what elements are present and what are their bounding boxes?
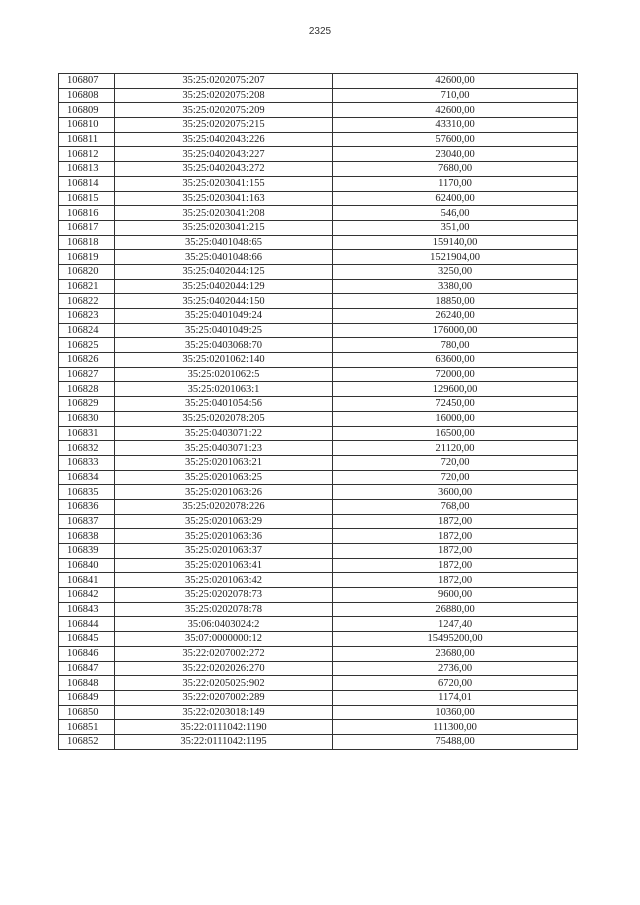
table-row [59,470,578,485]
value-cell: 1521904,00 [333,250,578,265]
table-row [59,162,578,177]
record-number-cell: 106842 [59,588,115,603]
cadastral-number-cell: 35:25:0201063:37 [115,544,333,559]
value-cell: 546,00 [333,206,578,221]
cadastral-number-cell: 35:07:0000000:12 [115,632,333,647]
cadastral-number-cell: 35:25:0402043:272 [115,162,333,177]
record-number-cell: 106848 [59,676,115,691]
table-row [59,147,578,162]
record-number-cell: 106810 [59,118,115,133]
table-row [59,690,578,705]
table-row [59,103,578,118]
cadastral-number-cell: 35:25:0202078:73 [115,588,333,603]
value-cell: 7680,00 [333,162,578,177]
record-number-cell: 106820 [59,264,115,279]
table-row [59,338,578,353]
cadastral-number-cell: 35:25:0403071:23 [115,441,333,456]
table-row [59,588,578,603]
table-row [59,235,578,250]
table-row [59,499,578,514]
table-row [59,264,578,279]
value-cell: 23040,00 [333,147,578,162]
record-number-cell: 106813 [59,162,115,177]
table-row [59,720,578,735]
cadastral-number-cell: 35:25:0202075:215 [115,118,333,133]
record-number-cell: 106846 [59,646,115,661]
table-row [59,602,578,617]
cadastral-number-cell: 35:25:0201063:42 [115,573,333,588]
record-number-cell: 106822 [59,294,115,309]
record-number-cell: 106851 [59,720,115,735]
record-number-cell: 106850 [59,705,115,720]
value-cell: 720,00 [333,455,578,470]
cadastral-number-cell: 35:25:0201063:26 [115,485,333,500]
cadastral-number-cell: 35:25:0202075:208 [115,88,333,103]
table-row [59,705,578,720]
cadastral-number-cell: 35:25:0403068:70 [115,338,333,353]
table-row [59,573,578,588]
table-row [59,734,578,749]
value-cell: 176000,00 [333,323,578,338]
cadastral-number-cell: 35:25:0401054:56 [115,397,333,412]
table-row [59,132,578,147]
cadastral-number-cell: 35:25:0201063:41 [115,558,333,573]
cadastral-number-cell: 35:25:0401049:25 [115,323,333,338]
record-number-cell: 106830 [59,411,115,426]
table-row [59,353,578,368]
value-cell: 18850,00 [333,294,578,309]
table-row [59,250,578,265]
cadastral-number-cell: 35:25:0203041:215 [115,220,333,235]
record-number-cell: 106824 [59,323,115,338]
cadastral-number-cell: 35:22:0111042:1195 [115,734,333,749]
value-cell: 1872,00 [333,544,578,559]
record-number-cell: 106844 [59,617,115,632]
cadastral-number-cell: 35:25:0402043:226 [115,132,333,147]
cadastral-number-cell: 35:25:0203041:163 [115,191,333,206]
record-number-cell: 106827 [59,367,115,382]
record-number-cell: 106847 [59,661,115,676]
cadastral-number-cell: 35:25:0403071:22 [115,426,333,441]
table-row [59,279,578,294]
cadastral-number-cell: 35:25:0402043:227 [115,147,333,162]
record-number-cell: 106809 [59,103,115,118]
record-number-cell: 106839 [59,544,115,559]
cadastral-number-cell: 35:25:0202078:205 [115,411,333,426]
cadastral-number-cell: 35:22:0202026:270 [115,661,333,676]
table-row [59,661,578,676]
table-row [59,485,578,500]
value-cell: 26240,00 [333,309,578,324]
table-row [59,617,578,632]
record-number-cell: 106852 [59,734,115,749]
value-cell: 1247,40 [333,617,578,632]
value-cell: 2736,00 [333,661,578,676]
record-number-cell: 106817 [59,220,115,235]
value-cell: 768,00 [333,499,578,514]
table-row [59,220,578,235]
value-cell: 62400,00 [333,191,578,206]
value-cell: 1872,00 [333,529,578,544]
record-number-cell: 106845 [59,632,115,647]
cadastral-number-cell: 35:25:0402044:150 [115,294,333,309]
value-cell: 6720,00 [333,676,578,691]
value-cell: 57600,00 [333,132,578,147]
record-number-cell: 106819 [59,250,115,265]
record-number-cell: 106833 [59,455,115,470]
table-row [59,118,578,133]
value-cell: 42600,00 [333,103,578,118]
table-row [59,74,578,89]
cadastral-number-cell: 35:25:0201062:140 [115,353,333,368]
table-row [59,206,578,221]
value-cell: 10360,00 [333,705,578,720]
value-cell: 129600,00 [333,382,578,397]
record-number-cell: 106823 [59,309,115,324]
table-row [59,323,578,338]
value-cell: 16500,00 [333,426,578,441]
value-cell: 3250,00 [333,264,578,279]
cadastral-number-cell: 35:25:0201062:5 [115,367,333,382]
cadastral-number-cell: 35:22:0111042:1190 [115,720,333,735]
value-cell: 43310,00 [333,118,578,133]
value-cell: 710,00 [333,88,578,103]
table-row [59,176,578,191]
record-number-cell: 106812 [59,147,115,162]
value-cell: 111300,00 [333,720,578,735]
cadastral-number-cell: 35:25:0201063:25 [115,470,333,485]
cadastral-number-cell: 35:25:0202078:78 [115,602,333,617]
cadastral-number-cell: 35:22:0207002:272 [115,646,333,661]
record-number-cell: 106835 [59,485,115,500]
cadastral-number-cell: 35:22:0205025:902 [115,676,333,691]
record-number-cell: 106828 [59,382,115,397]
table-row [59,191,578,206]
cadastral-number-cell: 35:06:0403024:2 [115,617,333,632]
table-row [59,397,578,412]
record-number-cell: 106849 [59,690,115,705]
record-number-cell: 106829 [59,397,115,412]
value-cell: 75488,00 [333,734,578,749]
cadastral-value-table [58,73,578,750]
table-row [59,294,578,309]
table-row [59,88,578,103]
record-number-cell: 106832 [59,441,115,456]
table-row [59,529,578,544]
value-cell: 15495200,00 [333,632,578,647]
record-number-cell: 106825 [59,338,115,353]
record-number-cell: 106838 [59,529,115,544]
cadastral-number-cell: 35:25:0201063:1 [115,382,333,397]
record-number-cell: 106807 [59,74,115,89]
cadastral-number-cell: 35:25:0203041:208 [115,206,333,221]
value-cell: 23680,00 [333,646,578,661]
cadastral-number-cell: 35:25:0402044:129 [115,279,333,294]
table-row [59,455,578,470]
table-row [59,514,578,529]
table-row [59,646,578,661]
value-cell: 63600,00 [333,353,578,368]
record-number-cell: 106826 [59,353,115,368]
value-cell: 9600,00 [333,588,578,603]
record-number-cell: 106841 [59,573,115,588]
record-number-cell: 106815 [59,191,115,206]
table-row [59,382,578,397]
value-cell: 26880,00 [333,602,578,617]
table-row [59,426,578,441]
cadastral-number-cell: 35:25:0201063:29 [115,514,333,529]
record-number-cell: 106834 [59,470,115,485]
value-cell: 1174,01 [333,690,578,705]
value-cell: 1872,00 [333,514,578,529]
cadastral-number-cell: 35:25:0401048:65 [115,235,333,250]
page-number: 2325 [308,26,332,37]
table-body [59,74,578,750]
record-number-cell: 106814 [59,176,115,191]
table-row [59,411,578,426]
value-cell: 351,00 [333,220,578,235]
record-number-cell: 106836 [59,499,115,514]
record-number-cell: 106837 [59,514,115,529]
value-cell: 1170,00 [333,176,578,191]
cadastral-number-cell: 35:22:0207002:289 [115,690,333,705]
table-row [59,367,578,382]
record-number-cell: 106831 [59,426,115,441]
value-cell: 1872,00 [333,558,578,573]
value-cell: 780,00 [333,338,578,353]
value-cell: 72000,00 [333,367,578,382]
table-row [59,558,578,573]
value-cell: 21120,00 [333,441,578,456]
value-cell: 720,00 [333,470,578,485]
value-cell: 159140,00 [333,235,578,250]
cadastral-number-cell: 35:25:0202078:226 [115,499,333,514]
table-row [59,309,578,324]
value-cell: 3380,00 [333,279,578,294]
cadastral-number-cell: 35:25:0201063:36 [115,529,333,544]
cadastral-number-cell: 35:25:0203041:155 [115,176,333,191]
value-cell: 72450,00 [333,397,578,412]
table-row [59,441,578,456]
record-number-cell: 106811 [59,132,115,147]
value-cell: 42600,00 [333,74,578,89]
cadastral-number-cell: 35:25:0401049:24 [115,309,333,324]
record-number-cell: 106818 [59,235,115,250]
cadastral-number-cell: 35:25:0202075:209 [115,103,333,118]
record-number-cell: 106816 [59,206,115,221]
table-row [59,632,578,647]
record-number-cell: 106808 [59,88,115,103]
record-number-cell: 106843 [59,602,115,617]
table-row [59,676,578,691]
record-number-cell: 106821 [59,279,115,294]
cadastral-number-cell: 35:25:0401048:66 [115,250,333,265]
cadastral-number-cell: 35:25:0202075:207 [115,74,333,89]
table-row [59,544,578,559]
cadastral-number-cell: 35:25:0201063:21 [115,455,333,470]
value-cell: 3600,00 [333,485,578,500]
value-cell: 1872,00 [333,573,578,588]
value-cell: 16000,00 [333,411,578,426]
cadastral-number-cell: 35:22:0203018:149 [115,705,333,720]
record-number-cell: 106840 [59,558,115,573]
cadastral-number-cell: 35:25:0402044:125 [115,264,333,279]
